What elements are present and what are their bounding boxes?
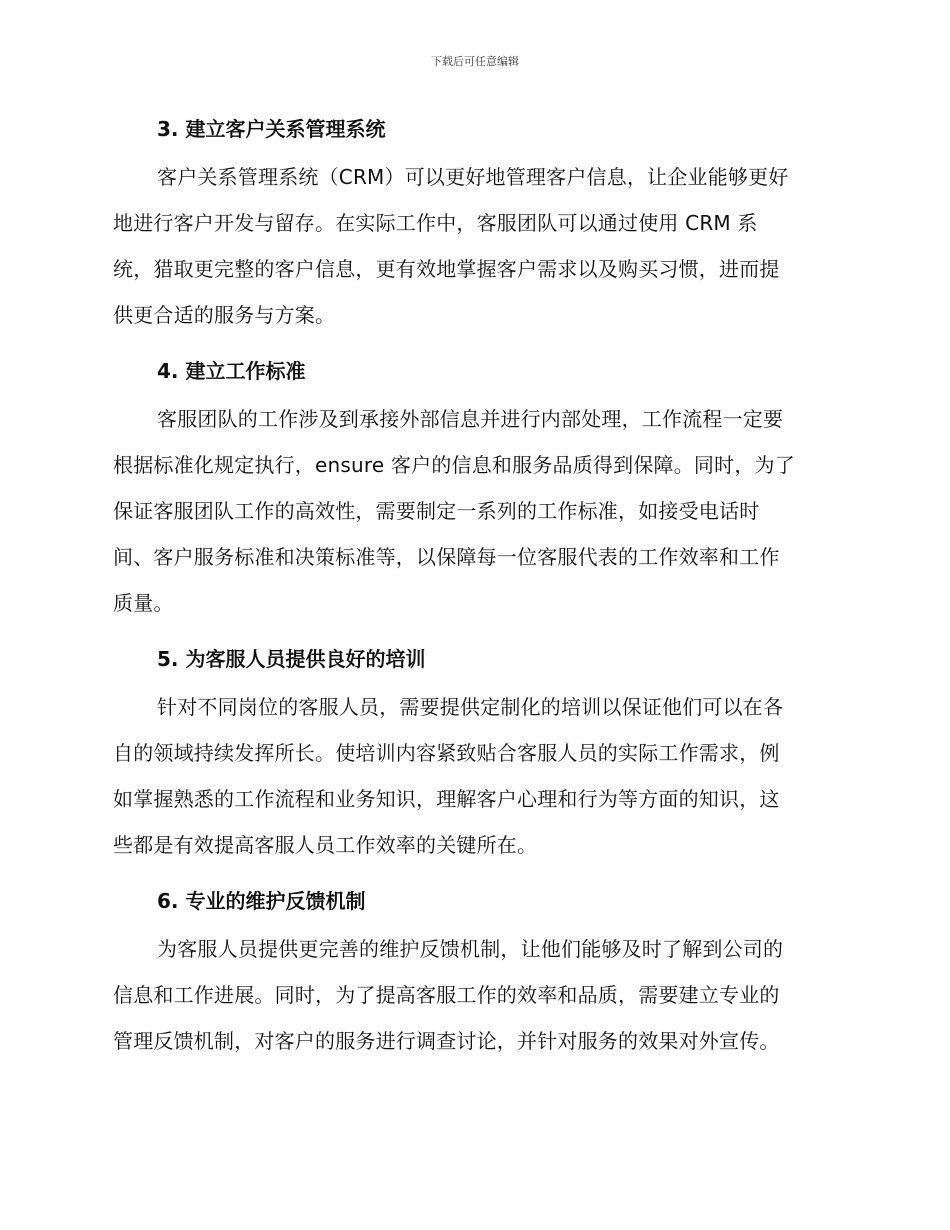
section-paragraph	[113, 396, 835, 626]
paragraph-line: 供更合适的服务与方案。	[113, 303, 336, 327]
paragraph-line: 客户关系管理系统（CRM）可以更好地管理客户信息，让企业能够更好	[157, 165, 789, 189]
paragraph-line: 管理反馈机制，对客户的服务进行调查讨论，并针对服务的效果对外宣传。	[113, 1029, 780, 1053]
page-header: 下载后可任意编辑	[431, 55, 519, 68]
section-heading: 4. 建立工作标准	[157, 359, 306, 383]
paragraph-line: 客服团队的工作涉及到承接外部信息并进行内部处理，工作流程一定要	[157, 407, 784, 431]
paragraph-line: 针对不同岗位的客服人员，需要提供定制化的培训以保证他们可以在各	[157, 695, 784, 719]
section-heading: 5. 为客服人员提供良好的培训	[157, 647, 426, 671]
paragraph-line: 地进行客户开发与留存。在实际工作中，客服团队可以通过使用 CRM 系	[113, 211, 758, 235]
paragraph-line: 保证客服团队工作的高效性，需要制定一系列的工作标准，如接受电话时	[113, 499, 760, 523]
paragraph-line: 些都是有效提高客服人员工作效率的关键所在。	[113, 833, 538, 857]
section-paragraph	[113, 926, 835, 1064]
paragraph-line: 信息和工作进展。同时，为了提高客服工作的效率和品质，需要建立专业的	[113, 983, 780, 1007]
document-body	[113, 108, 835, 1064]
section-heading: 3. 建立客户关系管理系统	[157, 117, 386, 141]
paragraph-line: 自的领域持续发挥所长。使培训内容紧致贴合客服人员的实际工作需求，例	[113, 741, 780, 765]
paragraph-line: 间、客户服务标准和决策标准等，以保障每一位客服代表的工作效率和工作	[113, 545, 780, 569]
section-paragraph	[113, 684, 835, 868]
paragraph-line: 根据标准化规定执行，ensure 客户的信息和服务品质得到保障。同时，为了	[113, 453, 795, 477]
paragraph-line: 质量。	[113, 591, 174, 615]
paragraph-line: 为客服人员提供更完善的维护反馈机制，让他们能够及时了解到公司的	[157, 937, 784, 961]
paragraph-line: 统，猎取更完整的客户信息，更有效地掌握客户需求以及购买习惯，进而提	[113, 257, 780, 281]
paragraph-line: 如掌握熟悉的工作流程和业务知识，理解客户心理和行为等方面的知识，这	[113, 787, 780, 811]
section-heading: 6. 专业的维护反馈机制	[157, 889, 366, 913]
section-paragraph	[113, 154, 835, 338]
